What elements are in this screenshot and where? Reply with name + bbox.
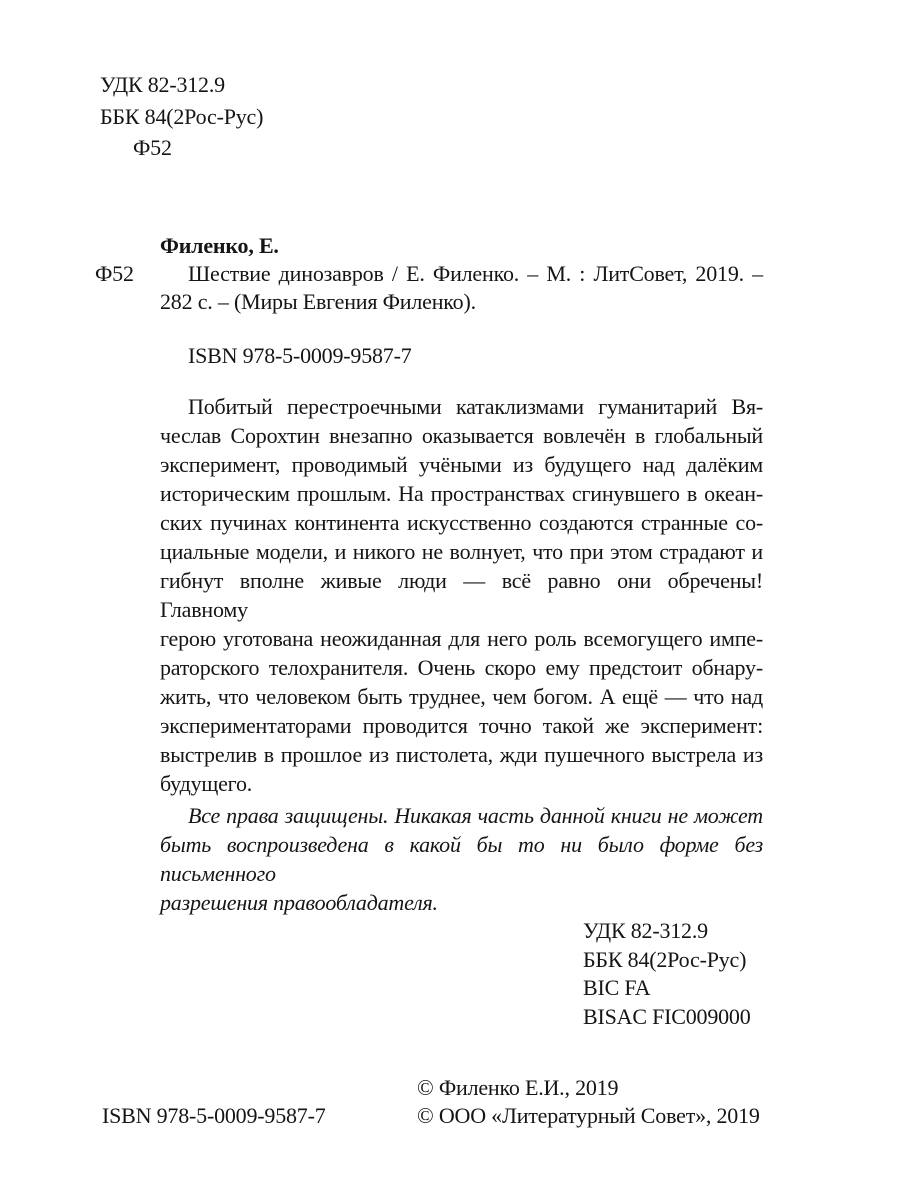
text-line: раторского телохранителя. Очень скоро ему предстоит обнару- (160, 655, 763, 680)
text-line: чеслав Сорохтин внезапно оказывается вовлечён в глобальный (160, 423, 763, 448)
catalog-author-heading: Филенко, Е. (160, 233, 279, 258)
copyright-author-line: © Филенко Е.И., 2019 (417, 1075, 619, 1100)
text-line: УДК 82-312.9 (583, 918, 708, 943)
text-line: выстрелив в прошлое из пистолета, жди пушечного выстрела из (160, 742, 763, 767)
text-line: Шествие динозавров / Е. Филенко. – М. : ЛитСовет, 2019. – (188, 261, 763, 286)
copyright-publisher-line: © ООО «Литературный Совет», 2019 (417, 1103, 760, 1128)
text-line: Все права защищены. Никакая часть данной книги не может (188, 803, 763, 828)
catalog-hanging-code: Ф52 (95, 261, 134, 286)
rights-notice-paragraph (160, 801, 763, 917)
classification-codes-block (583, 917, 751, 1031)
udk-code: УДК 82-312.9 (100, 72, 225, 97)
text-line: жить, что человеком быть труднее, чем богом. А ещё — что над (160, 684, 763, 709)
catalog-isbn: ISBN 978-5-0009-9587-7 (188, 343, 412, 368)
text-line: Побитый перестроечными катаклизмами гуманитарий Вя- (188, 394, 763, 419)
text-line: гибнут вполне живые люди — всё равно они обречены! Главному (160, 568, 763, 622)
annotation-paragraph (160, 392, 763, 798)
catalog-entry (160, 260, 763, 316)
text-line: разрешения правообладателя. (160, 890, 438, 915)
text-line: ских пучинах континента искусственно создаются странные со- (160, 510, 763, 535)
text-line: BISAC FIC009000 (583, 1003, 751, 1029)
footer-isbn: ISBN 978-5-0009-9587-7 (102, 1103, 326, 1128)
text-line: экспериментаторами проводится точно такой же эксперимент: (160, 713, 763, 738)
top-classification-block (100, 69, 263, 164)
text-line: быть воспроизведена в какой бы то ни было форме без письменного (160, 832, 763, 886)
author-sign-code: Ф52 (133, 135, 172, 160)
text-line: будущего. (160, 771, 253, 796)
text-line: циальные модели, и никого не волнует, что при этом страдают и (160, 539, 763, 564)
footer-copyright-block (417, 1074, 760, 1130)
text-line: ББК 84(2Рос-Рус) (583, 946, 747, 972)
text-line: BIC FA (583, 975, 651, 1000)
text-line: эксперимент, проводимый учёными из будущего над далёким (160, 452, 763, 477)
text-line: историческим прошлым. На пространствах сгинувшего в океан- (160, 481, 763, 506)
text-line: 282 с. – (Миры Евгения Филенко). (160, 289, 476, 314)
bbk-code: ББК 84(2Рос-Рус) (100, 103, 264, 129)
text-line: герою уготована неожиданная для него роль всемогущего импе- (160, 626, 763, 651)
